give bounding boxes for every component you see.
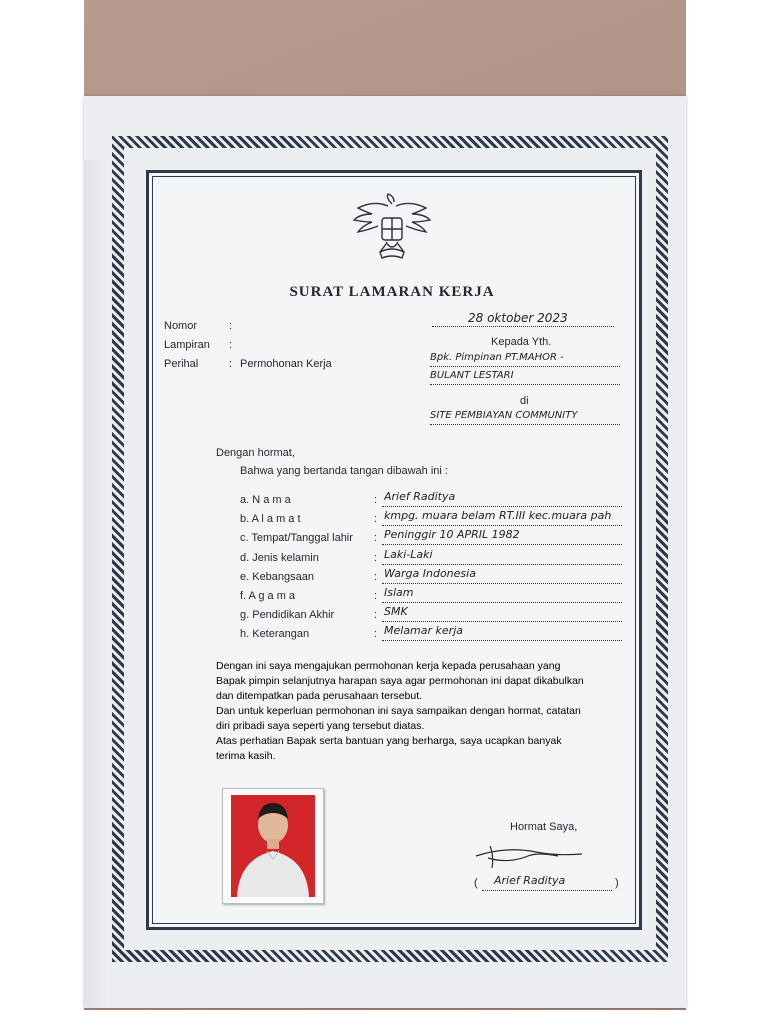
signature-icon [470, 838, 590, 872]
field-label: b. A l a m a t [240, 513, 301, 526]
closing-text: Hormat Saya, [510, 821, 578, 833]
nomor-label: Nomor [164, 320, 198, 332]
field-label: c. Tempat/Tanggal lahir [240, 532, 353, 545]
field-value: kmpg. muara belam RT.III kec.muara pah [384, 509, 612, 523]
colon: : [374, 628, 378, 641]
body-line: Dengan ini saya mengajukan permohonan kerja kepada perusahaan yang [216, 660, 561, 672]
colon: : [374, 513, 378, 526]
place-line [430, 424, 620, 425]
field-dotted-line [382, 583, 622, 584]
field-value: Warga Indonesia [384, 566, 476, 580]
perihal-label: Perihal [164, 358, 199, 370]
di-label: di [520, 395, 529, 407]
field-label: e. Kebangsaan [240, 570, 315, 583]
recipient-line1: Bpk. Pimpinan PT.MAHOR - [430, 352, 564, 363]
colon: : [374, 532, 378, 545]
signer-name: Arief Raditya [494, 874, 566, 887]
intro-text: Bahwa yang bertanda tangan dibawah ini : [240, 465, 448, 477]
applicant-photo [231, 795, 315, 897]
field-value: Arief Raditya [384, 490, 456, 503]
recipient-line [430, 384, 620, 385]
colon: : [229, 358, 233, 370]
field-value: Peninggir 10 APRIL 1982 [384, 528, 520, 542]
person-photo-icon [231, 795, 315, 897]
body-line: Dan untuk keperluan permohonan ini saya sampaikan dengan hormat, catatan [216, 705, 581, 717]
field-label: a. N a m a [240, 494, 291, 506]
kepada-yth: Kepada Yth. [491, 336, 552, 348]
document-title: SURAT LAMARAN KERJA [289, 284, 495, 300]
body-line: terima kasih. [216, 750, 276, 762]
paren-close: ) [615, 877, 619, 889]
date-line [432, 326, 614, 327]
recipient-place: SITE PEMBIAYAN COMMUNITY [430, 410, 578, 421]
colon: : [229, 320, 233, 332]
lampiran-label: Lampiran [164, 339, 210, 351]
field-value: Laki-Laki [384, 547, 433, 561]
field-dotted-line [382, 525, 622, 526]
letter-body [216, 659, 584, 764]
field-label: d. Jenis kelamin [240, 551, 319, 564]
field-dotted-line [382, 564, 622, 565]
applicant-photo-frame [222, 788, 324, 904]
field-label: f. A g a m a [240, 590, 296, 602]
signer-line [482, 890, 612, 891]
field-value: Melamar kerja [384, 624, 463, 638]
colon: : [374, 551, 378, 564]
field-dotted-line [382, 640, 622, 641]
paren-open: ( [474, 877, 478, 889]
field-dotted-line [382, 602, 622, 603]
colon: : [374, 570, 378, 583]
field-dotted-line [382, 621, 622, 622]
colon: : [229, 339, 233, 351]
recipient-line [430, 366, 620, 367]
salutation: Dengan hormat, [216, 447, 295, 459]
garuda-emblem-icon [350, 190, 434, 274]
colon: : [374, 590, 378, 602]
field-label: h. Keterangan [240, 628, 310, 641]
field-value: Islam [384, 586, 414, 599]
body-line: Bapak pimpin selanjutnya harapan saya agar permohonan ini dapat dikabulkan [216, 675, 584, 687]
field-dotted-line [382, 506, 622, 507]
field-value: SMK [384, 605, 408, 619]
body-line: diri pribadi saya seperti yang tersebut diatas. [216, 720, 425, 732]
field-dotted-line [382, 544, 622, 545]
letter-date: 28 oktober 2023 [468, 311, 568, 325]
body-line: dan ditempatkan pada perusahaan tersebut. [216, 690, 423, 702]
perihal-value: Permohonan Kerja [240, 358, 332, 370]
body-line: Atas perhatian Bapak serta bantuan yang berharga, saya ucapkan banyak [216, 735, 562, 747]
colon: : [374, 609, 378, 622]
colon: : [374, 494, 378, 506]
recipient-line2: BULANT LESTARI [430, 370, 514, 381]
field-label: g. Pendidikan Akhir [240, 609, 335, 622]
